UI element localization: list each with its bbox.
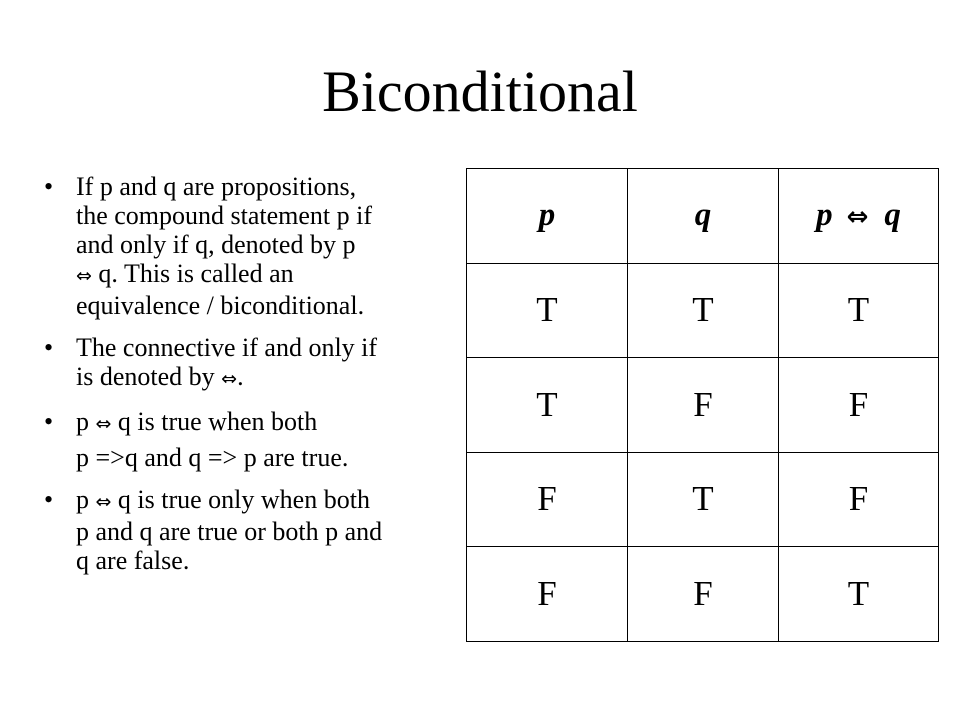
cell-q: F	[628, 358, 779, 453]
cell-q: T	[628, 263, 779, 358]
truth-table-header-row	[467, 169, 939, 264]
bullet-dot: •	[44, 407, 54, 436]
table-row	[467, 358, 939, 453]
header-p: p	[467, 169, 628, 264]
bullet-item-true-only-when	[44, 485, 464, 575]
bullet-text-line: the compound statement p if	[76, 201, 373, 230]
bullet-text-line: q are false.	[76, 546, 190, 575]
header-p-iff-q	[779, 169, 939, 264]
bullet-item-true-when	[44, 407, 464, 439]
bullet-item-definition	[44, 172, 464, 320]
cell-result: F	[779, 452, 939, 547]
bullet-list	[44, 172, 464, 588]
table-row	[467, 452, 939, 547]
cell-p: F	[467, 452, 628, 547]
biconditional-arrow-icon: ⇔	[76, 265, 92, 287]
truth-table	[466, 168, 939, 642]
header-result-p: p	[816, 197, 833, 234]
bullet-text-line: equivalence / biconditional.	[76, 291, 365, 320]
bullet-text-line: q is true when both	[111, 407, 318, 436]
bullet-text-line: p =>q and q => p are true.	[76, 443, 349, 472]
bullet-text-line: If p and q are propositions,	[76, 172, 357, 201]
cell-p: T	[467, 263, 628, 358]
bullet-text-line: q. This is called an	[91, 259, 294, 288]
cell-q: F	[628, 547, 779, 642]
biconditional-arrow-icon: ⇔	[846, 202, 869, 233]
bullet-dot: •	[44, 333, 54, 362]
bullet-text-line: p	[76, 407, 96, 436]
header-result-q: q	[884, 197, 901, 234]
bullet-item-connective	[44, 333, 464, 394]
bullet-text-line: The connective if and only if	[76, 333, 378, 362]
bullet-continuation	[44, 443, 464, 472]
biconditional-arrow-icon: ⇔	[95, 413, 112, 435]
header-q: q	[628, 169, 779, 264]
cell-p: F	[467, 547, 628, 642]
table-row	[467, 263, 939, 358]
bullet-text-line: is denoted by	[76, 362, 222, 391]
cell-result: T	[779, 547, 939, 642]
cell-result: F	[779, 358, 939, 453]
bullet-text-line: and only if q, denoted by p	[76, 230, 356, 259]
cell-p: T	[467, 358, 628, 453]
bullet-text-line: p	[76, 485, 96, 514]
table-row	[467, 547, 939, 642]
bullet-text-line: .	[237, 362, 244, 391]
biconditional-arrow-icon: ⇔	[95, 491, 112, 513]
bullet-dot: •	[44, 485, 54, 514]
slide-title: Biconditional	[322, 59, 638, 124]
cell-q: T	[628, 452, 779, 547]
cell-result: T	[779, 263, 939, 358]
bullet-dot: •	[44, 172, 54, 201]
biconditional-arrow-icon: ⇔	[221, 368, 238, 390]
bullet-text-line: p and q are true or both p and	[76, 517, 383, 546]
bullet-text-line: q is true only when both	[111, 485, 370, 514]
